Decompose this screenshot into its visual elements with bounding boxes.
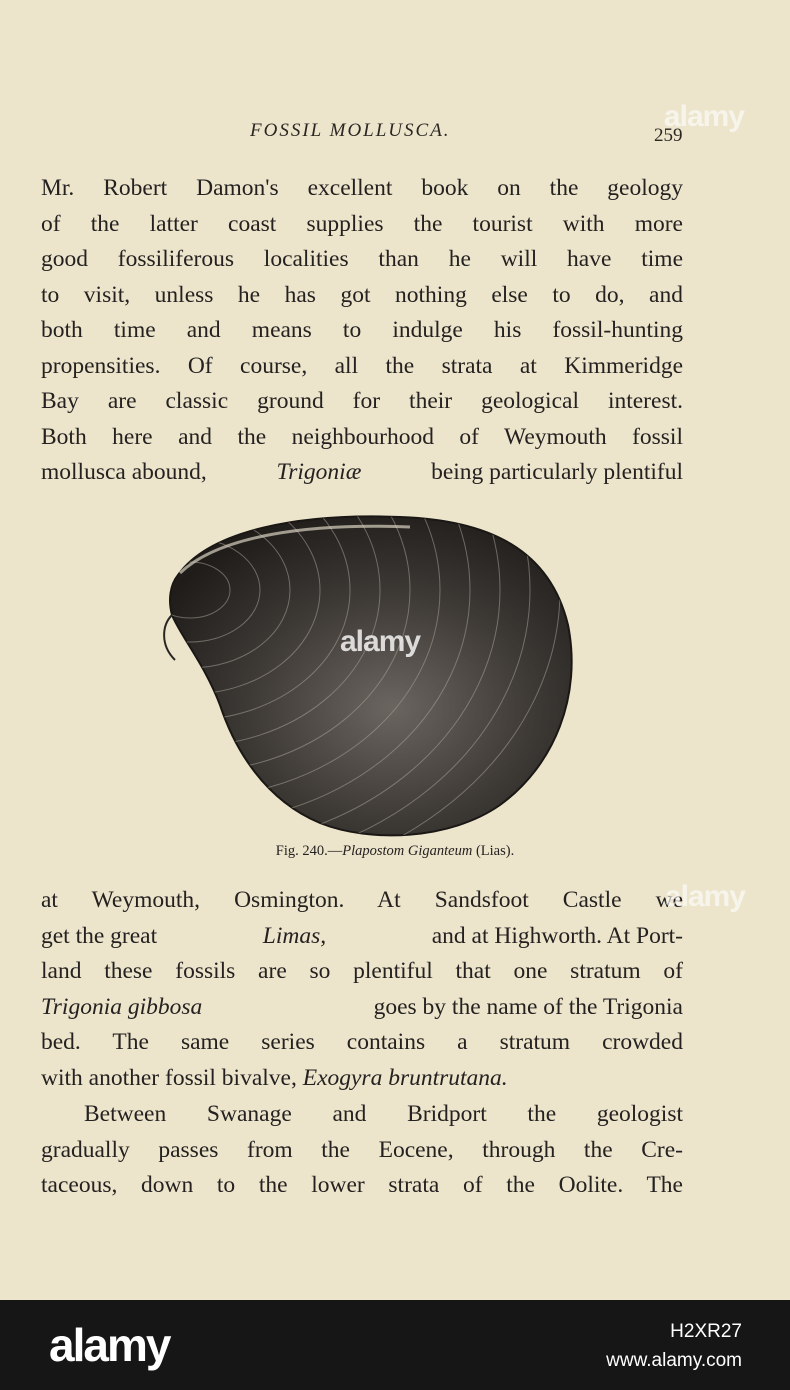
running-head: FOSSIL MOLLUSCA. [250,120,451,141]
paragraph-3 [41,1097,683,1204]
text-segment: being particularly plentiful [431,459,683,485]
text-line: propensities. Of course, all the strata at Kimmeridge [41,352,683,379]
figure-caption [0,843,790,860]
text-line: good fossiliferous localities than he will have time [41,246,683,272]
text-line: taceous, down to the lower strata of the Oolite. The [41,1172,683,1198]
text-line: Mr. Robert Damon's excellent book on the geology [41,175,683,201]
text-line: at Weymouth, Osmington. At Sandsfoot Castle we [41,887,683,913]
watermark-middle: alamy [340,625,421,658]
text-segment: mollusca abound, [41,459,207,485]
caption-suffix: (Lias). [475,843,515,859]
text-line [41,1061,683,1097]
italic-taxon: Trigoniæ [276,459,362,485]
text-segment: goes by the name of the Trigonia [373,993,683,1020]
shell-illustration [150,505,580,840]
text-line: gradually passes from the Eocene, through the Cre- [41,1136,683,1163]
text-line [41,919,683,955]
text-segment: and at Highworth. At Port- [431,922,683,949]
watermark-top: alamy [663,100,744,133]
text-line: Bay are classic ground for their geological interest. [41,388,683,414]
italic-taxon: Exogyra bruntrutana. [302,1064,508,1091]
text-segment: get the great [41,922,158,949]
text-line: bed. The same series contains a stratum crowded [41,1029,683,1055]
text-line: of the latter coast supplies the tourist with more [41,210,683,237]
paragraph-2 [41,883,683,1096]
stock-footer-bar [0,1300,790,1390]
watermark-right: alamy [664,880,745,913]
paragraph-1 [41,171,683,491]
caption-prefix: Fig. 240.— [275,843,343,859]
text-line: to visit, unless he has got nothing else to do, and [41,281,683,308]
italic-taxon: Trigonia gibbosa [41,993,203,1020]
text-line: both time and means to indulge his fossil-hunting [41,317,683,343]
text-line: Between Swanage and Bridport the geologist [84,1101,683,1127]
page-number: 259 [654,125,683,146]
text-line [41,455,683,491]
italic-taxon: Limas, [262,922,327,949]
caption-species: Plapostom Giganteum [342,843,473,859]
text-segment: with another fossil bivalve, [41,1064,297,1091]
text-line: land these fossils are so plentiful that one stratum of [41,958,683,984]
text-line [41,990,683,1026]
site-url: www.alamy.com [606,1350,742,1371]
text-line: Both here and the neighbourhood of Weymouth fossil [41,423,683,450]
alamy-logo: alamy [49,1319,170,1371]
image-code: H2XR27 [670,1321,742,1342]
